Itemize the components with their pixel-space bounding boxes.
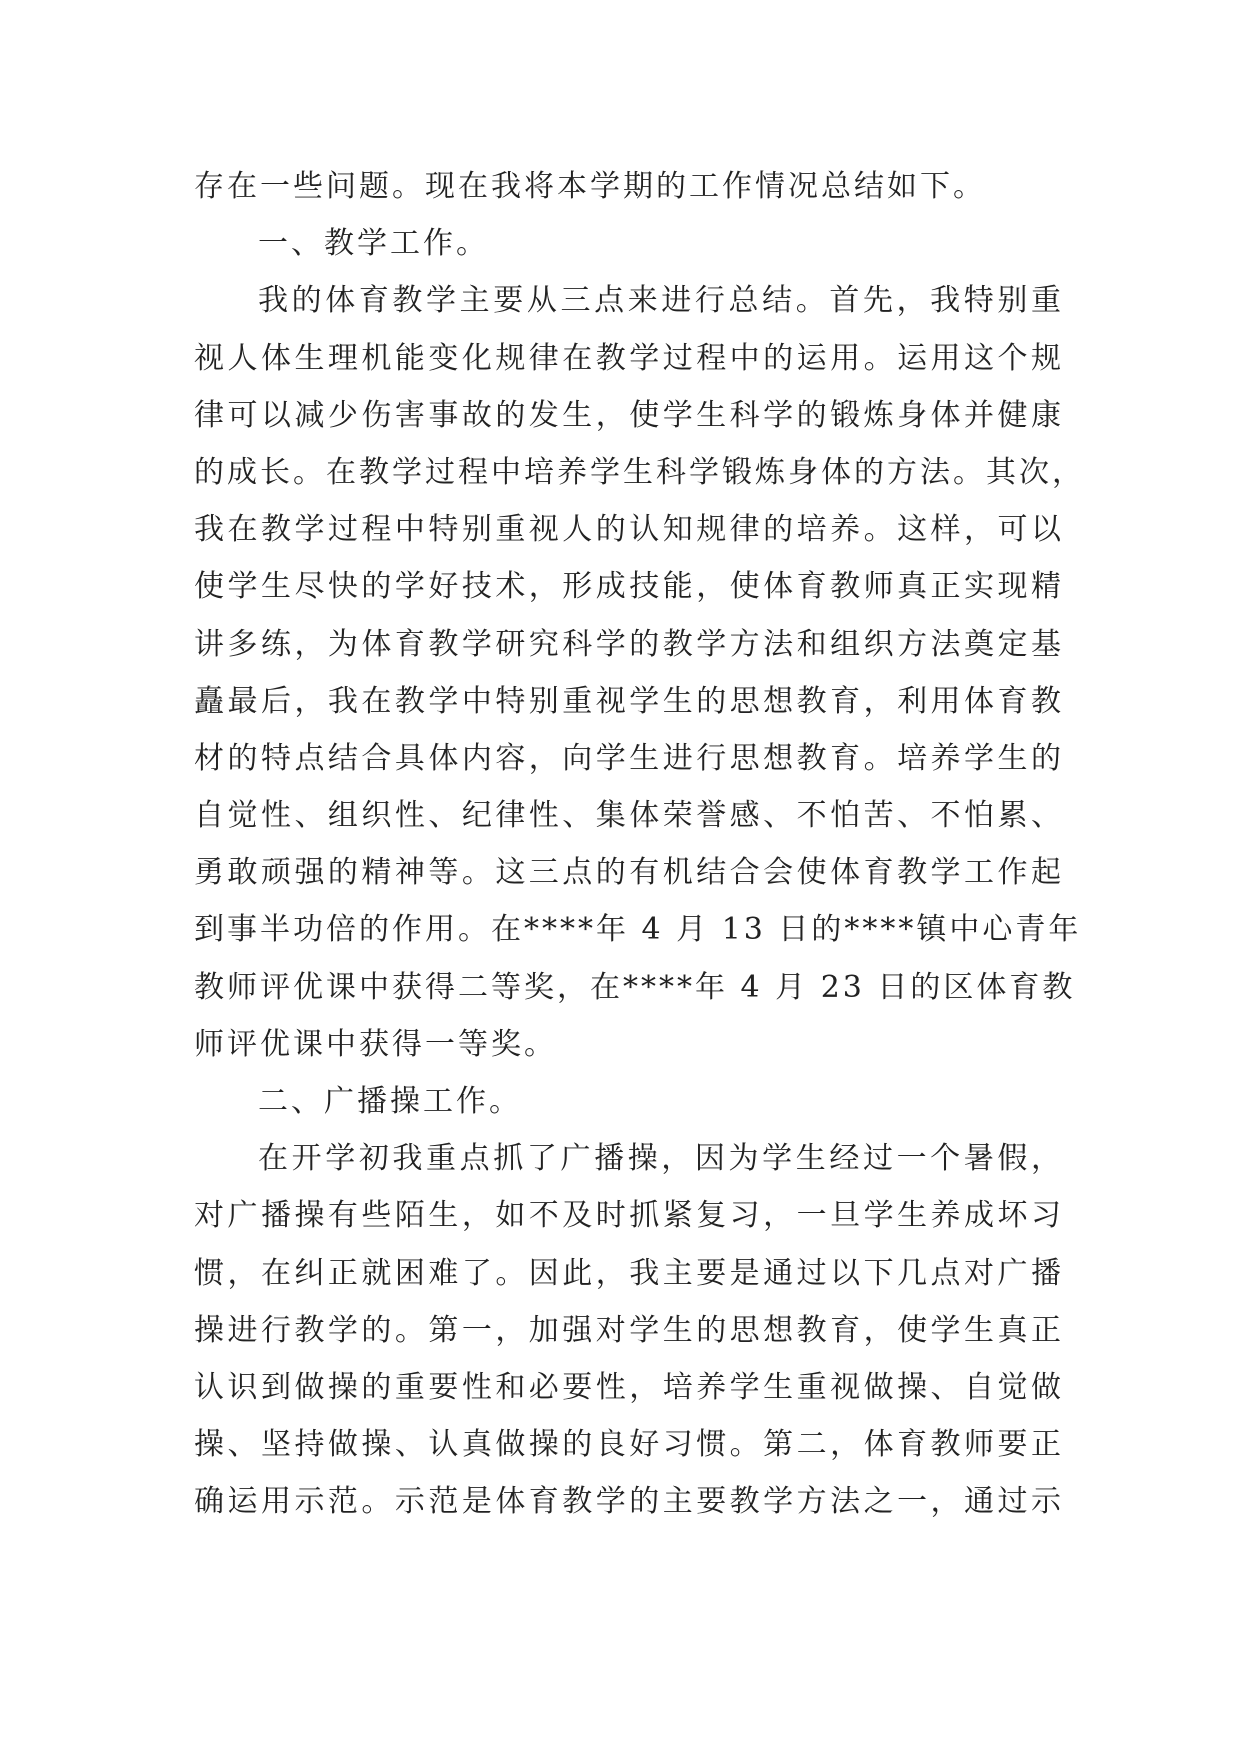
text-line: 到事半功倍的作用。在****年 4 月 13 日的****镇中心青年	[194, 912, 1082, 948]
text-line: 律可以减少伤害事故的发生，使学生科学的锻炼身体并健康	[194, 397, 1064, 433]
text-line: 惯，在纠正就困难了。因此，我主要是通过以下几点对广播	[194, 1255, 1064, 1291]
text-line: 认识到做操的重要性和必要性，培养学生重视做操、自觉做	[194, 1369, 1064, 1405]
text-line: 勇敢顽强的精神等。这三点的有机结合会使体育教学工作起	[194, 855, 1064, 891]
text-line: 操进行教学的。第一，加强对学生的思想教育，使学生真正	[194, 1312, 1064, 1348]
text-line: 视人体生理机能变化规律在教学过程中的运用。运用这个规	[194, 340, 1064, 376]
text-line: 操、坚持做操、认真做操的良好习惯。第二，体育教师要正	[194, 1427, 1064, 1463]
text-line: 讲多练，为体育教学研究科学的教学方法和组织方法奠定基	[194, 626, 1064, 662]
text-line: 我在教学过程中特别重视人的认知规律的培养。这样，可以	[194, 512, 1064, 548]
text-line: 的成长。在教学过程中培养学生科学锻炼身体的方法。其次，	[194, 454, 1085, 490]
text-line: 我的体育教学主要从三点来进行总结。首先，我特别重	[258, 283, 1064, 319]
section-heading-broadcast-exercise: 二、广播操工作。	[258, 1084, 522, 1119]
text-line: 自觉性、组织性、纪律性、集体荣誉感、不怕苦、不怕累、	[194, 798, 1064, 834]
text-line: 教师评优课中获得二等奖，在****年 4 月 23 日的区体育教	[194, 969, 1076, 1005]
text-line: 确运用示范。示范是体育教学的主要教学方法之一，通过示	[194, 1484, 1064, 1520]
section-heading-teaching: 一、教学工作。	[258, 226, 489, 262]
text-line: 存在一些问题。现在我将本学期的工作情况总结如下。	[194, 169, 986, 204]
text-line: 使学生尽快的学好技术，形成技能，使体育教师真正实现精	[194, 569, 1064, 605]
text-line: 矗最后，我在教学中特别重视学生的思想教育，利用体育教	[194, 683, 1064, 719]
text-line: 对广播操有些陌生，如不及时抓紧复习，一旦学生养成坏习	[194, 1198, 1064, 1234]
text-line: 在开学初我重点抓了广播操，因为学生经过一个暑假，	[258, 1141, 1064, 1177]
text-line: 师评优课中获得一等奖。	[194, 1026, 557, 1062]
text-line: 材的特点结合具体内容，向学生进行思想教育。培养学生的	[194, 740, 1064, 776]
document-body	[194, 158, 1085, 1531]
